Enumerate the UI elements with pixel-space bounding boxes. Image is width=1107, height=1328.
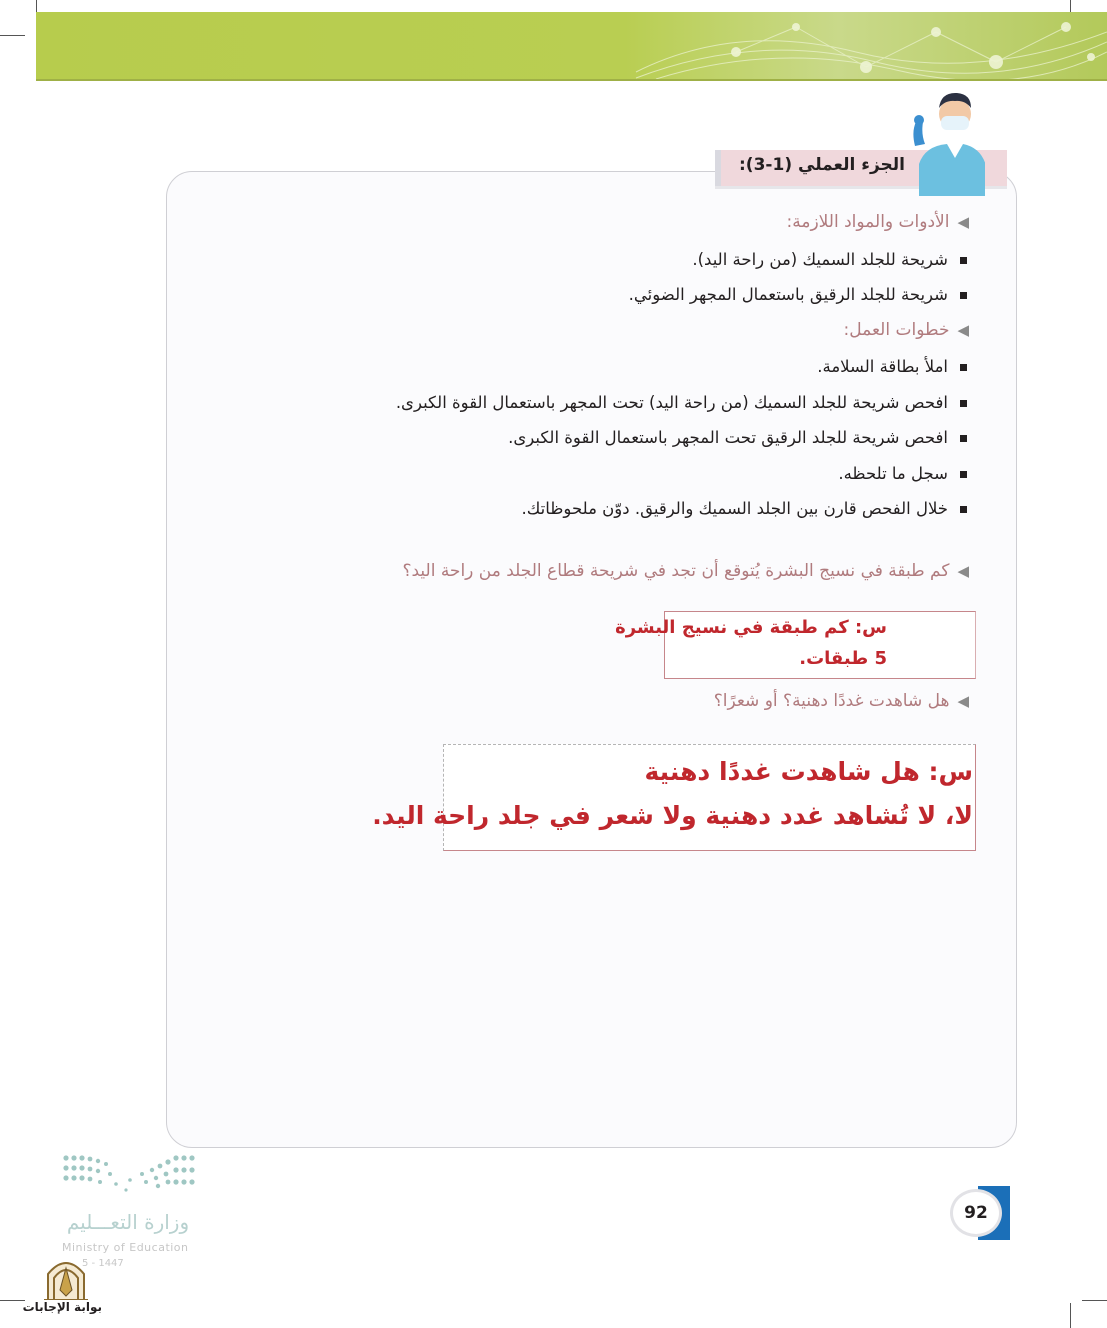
answer-2-line-2: لا، لا تُشاهد غدد دهنية ولا شعر في جلد راحة اليد.	[372, 801, 973, 830]
answer-2-line-1: س: هل شاهدت غددًا دهنية	[644, 757, 973, 786]
ministry-dots-icon	[60, 1150, 200, 1200]
crop-mark	[0, 1300, 25, 1301]
triangle-icon: ◀	[957, 321, 969, 339]
steps-heading: ◀خطوات العمل:	[843, 320, 969, 340]
page-number: 92	[950, 1189, 1002, 1237]
page-number-badge	[948, 1186, 1010, 1240]
list-item: شريحة للجلد السميك (من راحة اليد).	[692, 250, 967, 269]
header-banner	[36, 12, 1107, 81]
question-1: ◀كم طبقة في نسيج البشرة يُتوقع أن تجد في شريحة قطاع الجلد من راحة اليد؟	[402, 561, 969, 581]
list-item: سجل ما تلحظه.	[838, 464, 967, 483]
crop-mark	[0, 35, 25, 36]
doctor-illustration	[905, 86, 985, 196]
answer-box-1[interactable]	[615, 611, 976, 679]
ministry-arabic-name: وزارة التعـــليم	[66, 1210, 190, 1234]
materials-heading: ◀الأدوات والمواد اللازمة:	[786, 212, 969, 232]
watermark-text: بوابة الإجابات	[22, 1300, 102, 1314]
bullet-icon	[960, 435, 967, 442]
ministry-english-name: Ministry of Education	[62, 1241, 189, 1254]
list-item: خلال الفحص قارن بين الجلد السميك والرقيق. دوّن ملحوظاتك.	[522, 499, 967, 518]
bullet-icon	[960, 364, 967, 371]
edition-year: 5 - 1447	[82, 1258, 124, 1269]
molecule-pattern	[36, 12, 1107, 79]
watermark-logo	[22, 1256, 102, 1314]
list-item: شريحة للجلد الرقيق باستعمال المجهر الضوئي.	[629, 285, 967, 304]
bullet-icon	[960, 400, 967, 407]
list-item: افحص شريحة للجلد الرقيق تحت المجهر باستعمال القوة الكبرى.	[508, 428, 967, 447]
bullet-icon	[960, 471, 967, 478]
triangle-icon: ◀	[957, 562, 969, 580]
answer-box-2[interactable]	[372, 744, 976, 851]
bullet-icon	[960, 292, 967, 299]
list-item: افحص شريحة للجلد السميك (من راحة اليد) تحت المجهر باستعمال القوة الكبرى.	[396, 393, 967, 412]
section-title: الجزء العملي (1-3):	[738, 155, 905, 175]
bullet-icon	[960, 506, 967, 513]
question-2: ◀هل شاهدت غددًا دهنية؟ أو شعرًا؟	[713, 691, 969, 711]
list-item: املأ بطاقة السلامة.	[817, 357, 967, 376]
crop-mark	[1070, 1303, 1071, 1328]
ministry-logo	[60, 1150, 200, 1269]
answer-1-line-2: 5 طبقات.	[799, 648, 887, 669]
bullet-icon	[960, 257, 967, 264]
triangle-icon: ◀	[957, 213, 969, 231]
gate-icon	[30, 1256, 102, 1300]
triangle-icon: ◀	[957, 692, 969, 710]
answer-1-line-1: س: كم طبقة في نسيج البشرة	[615, 617, 887, 638]
crop-mark	[1082, 1300, 1107, 1301]
